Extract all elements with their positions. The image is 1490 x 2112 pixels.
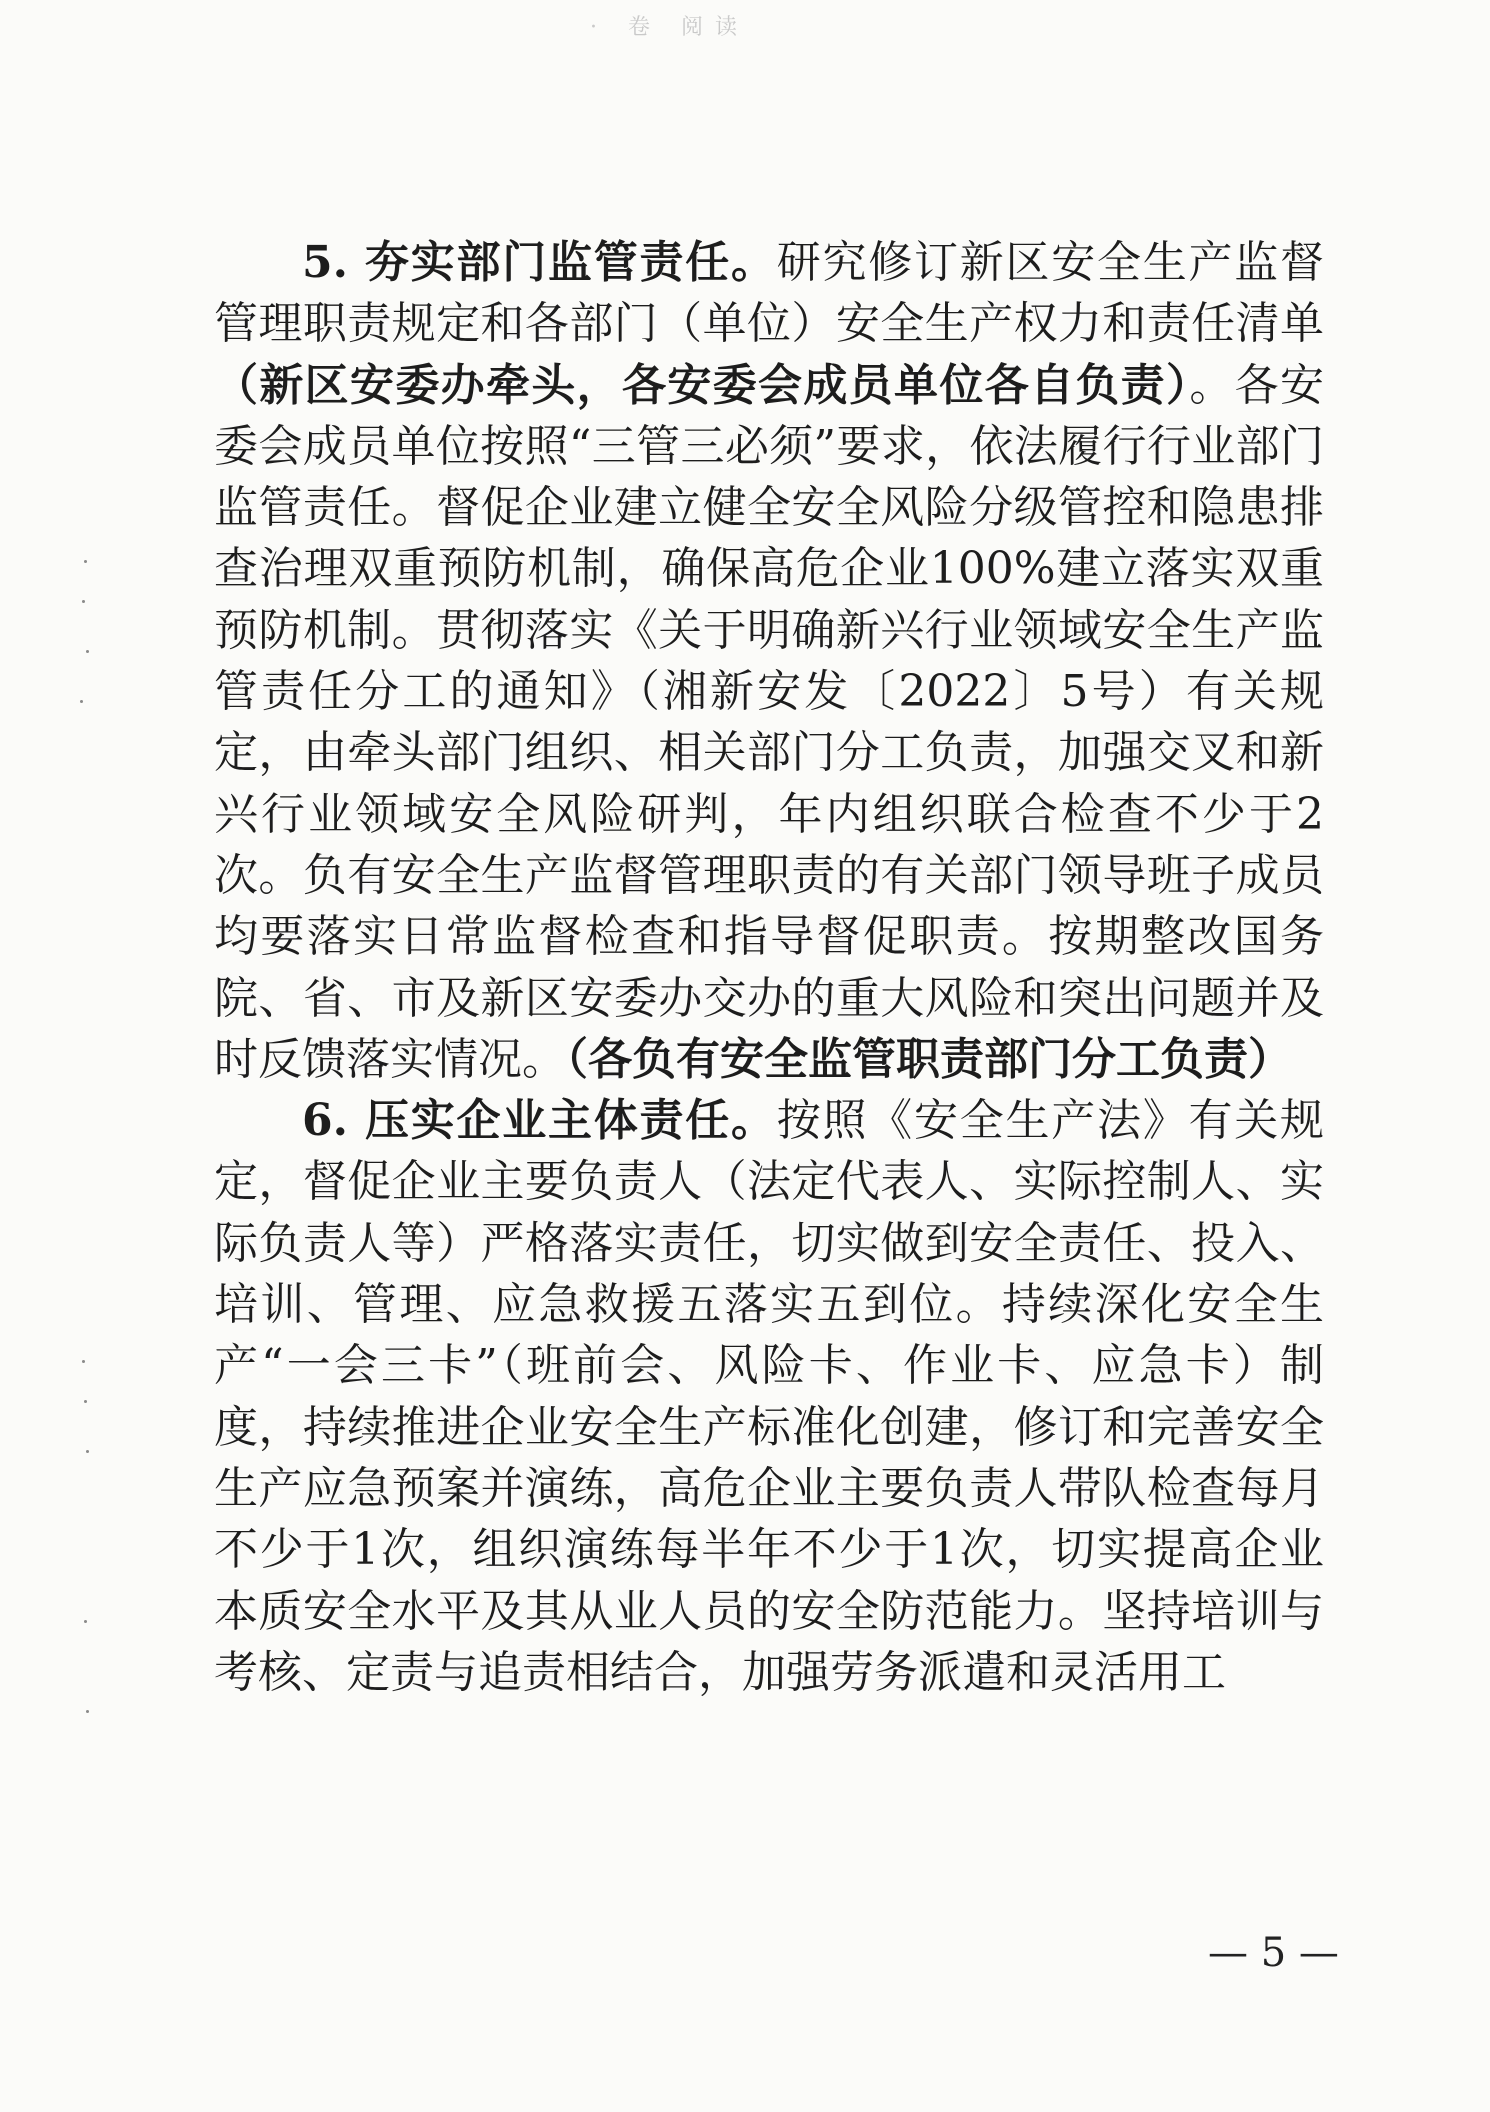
responsible-party-note: （各负有安全监管职责部门分工负责）	[566, 1033, 1292, 1085]
responsible-party-note: （新区安委办牵头，各安委会成员单位各自负责）	[214, 359, 1190, 411]
document-body	[214, 232, 1324, 1703]
paragraph-item-6	[214, 1090, 1324, 1703]
margin-speck	[86, 650, 89, 653]
margin-speck	[84, 1400, 87, 1403]
margin-speck	[86, 1710, 89, 1713]
page-number: — 5 —	[1208, 1930, 1339, 1976]
paragraph-text: 研究修订新区安全生产监督管理职责规定和各部门（单位）安全生产权力和责任清单	[214, 237, 1324, 350]
margin-speck	[84, 1620, 87, 1623]
margin-speck	[86, 1450, 89, 1453]
paragraph-text: 。各安委会成员单位按照“三管三必须”要求，依法履行行业部门监管责任。督促企业建立健全安全风险分级管控和隐患排查治理双重预防机制，确保高危企业100%建立落实双重预防机制。贯彻落实《关于明确新兴行业领域安全生产监管责任分工的通知》（湘新安发〔2022〕5号）有关规定，由牵头部门组织、相关部门分工负责，加强交叉和新兴行业领域安全风险研判，年内组织联合检查不少于2次。负有安全生产监督管理职责的有关部门领导班子成员均要落实日常监督检查和指导督促职责。按期整改国务院、省、市及新区安委办交办的重大风险和突出问题并及时反馈落实情况。	[214, 359, 1325, 1085]
margin-speck	[80, 700, 83, 703]
paragraph-heading: 6. 压实企业主体责任。	[302, 1095, 777, 1147]
margin-speck	[82, 600, 85, 603]
paragraph-text: 按照《安全生产法》有关规定，督促企业主要负责人（法定代表人、实际控制人、实际负责人等）严格落实责任，切实做到安全责任、投入、培训、管理、应急救援五落实五到位。持续深化安全生产“一会三卡”（班前会、风险卡、作业卡、应急卡）制度，持续推进企业安全生产标准化创建，修订和完善安全生产应急预案并演练，高危企业主要负责人带队检查每月不少于1次，组织演练每半年不少于1次，切实提高企业本质安全水平及其从业人员的安全防范能力。坚持培训与考核、定责与追责相结合，加强劳务派遣和灵活用工	[214, 1095, 1324, 1698]
margin-speck	[84, 560, 87, 563]
paragraph-item-5	[214, 232, 1324, 1090]
header-faint-mark: · 卷 阅读	[590, 15, 749, 40]
margin-speck	[82, 1360, 85, 1363]
paragraph-heading: 5. 夯实部门监管责任。	[302, 237, 777, 288]
